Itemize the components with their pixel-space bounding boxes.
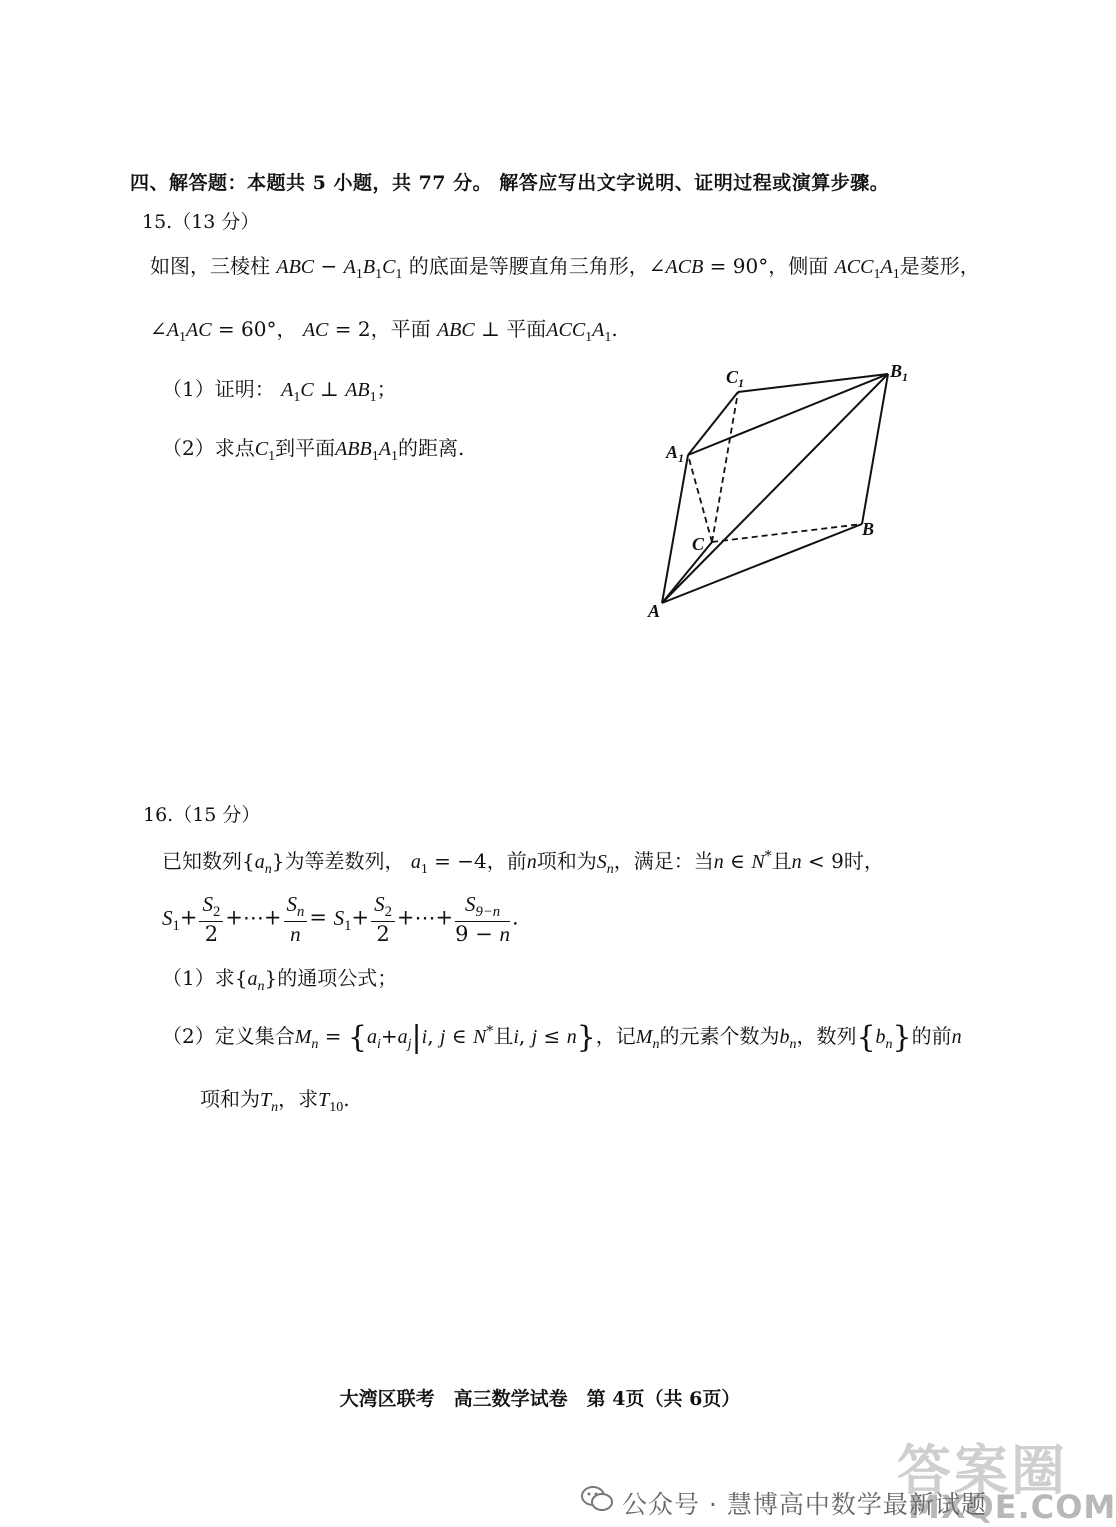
edge-CC1-hidden [712,392,738,542]
label-C1: $C_1$ [726,367,745,390]
q16-equation: $S_1+$ $\frac{S_2}{2}$ +⋯+ $\frac{S_n}{n}$ = $S_1+$ $\frac{S_2}{2}$ +⋯+ $\frac{S_{9-n}}{9 - n}$ . [162,892,519,947]
q15-part1: （1）证明： $A_1C$ ⊥ $AB_1$； [162,377,397,405]
page-footer: 大湾区联考 高三数学试卷 第 4页（共 6页） [339,1388,741,1410]
q16-part1: （1）求$\{a_n\}$的通项公式； [162,966,398,994]
q15-part2: （2）求点$C_1$到平面$ABB_1A_1$的距离. [162,436,465,464]
watermark-logo: 答案圈 [897,1439,1068,1502]
q15-statement-line1: 如图，三棱柱 ABC − $A_1B_1C_1$ 的底面是等腰直角三角形，∠ACB = 90°，侧面 $ACC_1A_1$是菱形， [150,254,980,282]
q16-part2-line2: 项和为$T_n$，求$T_{10}$. [200,1087,350,1115]
question-15-number: 15.（13 分） [142,211,260,233]
edge-AB1 [662,374,888,603]
label-A: A [648,601,661,621]
watermark-wechat-text: 公众号 · 慧博高中数学最新试题 [622,1490,987,1519]
label-B: B [862,519,875,539]
q16-part2-line1: （2）定义集合$M_n = \{a_i+a_j|i$, j ∈ N*且i, j ≤ n}，记$M_n$的元素个数为$b_n$，数列$\{b_n\}$的前n [162,1020,962,1055]
label-B1: $B_1$ [890,361,909,384]
label-C: C [692,534,705,554]
label-A1: $A_1$ [666,442,685,465]
prism-figure [630,355,930,630]
question-16-number: 16.（15 分） [143,804,261,826]
q15-statement-line2: $\angle A_1AC = 60^\circ$， AC = 2，平面 ABC ⊥ 平面$ACC_1A_1$. [150,317,618,345]
wechat-icon [580,1484,614,1514]
watermark-url: MXQE.COM [908,1488,1116,1526]
edge-CA1-hidden [688,455,712,542]
section-heading: 四、解答题：本题共 5 小题，共 77 分。 解答应写出文字说明、证明过程或演算步骤。 [130,172,890,194]
q16-statement-line1: 已知数列$\{a_n\}$为等差数列， $a_1 = -4$，前n项和为$S_n$，满足：当n ∈ N*且n < 9时， [162,848,884,877]
